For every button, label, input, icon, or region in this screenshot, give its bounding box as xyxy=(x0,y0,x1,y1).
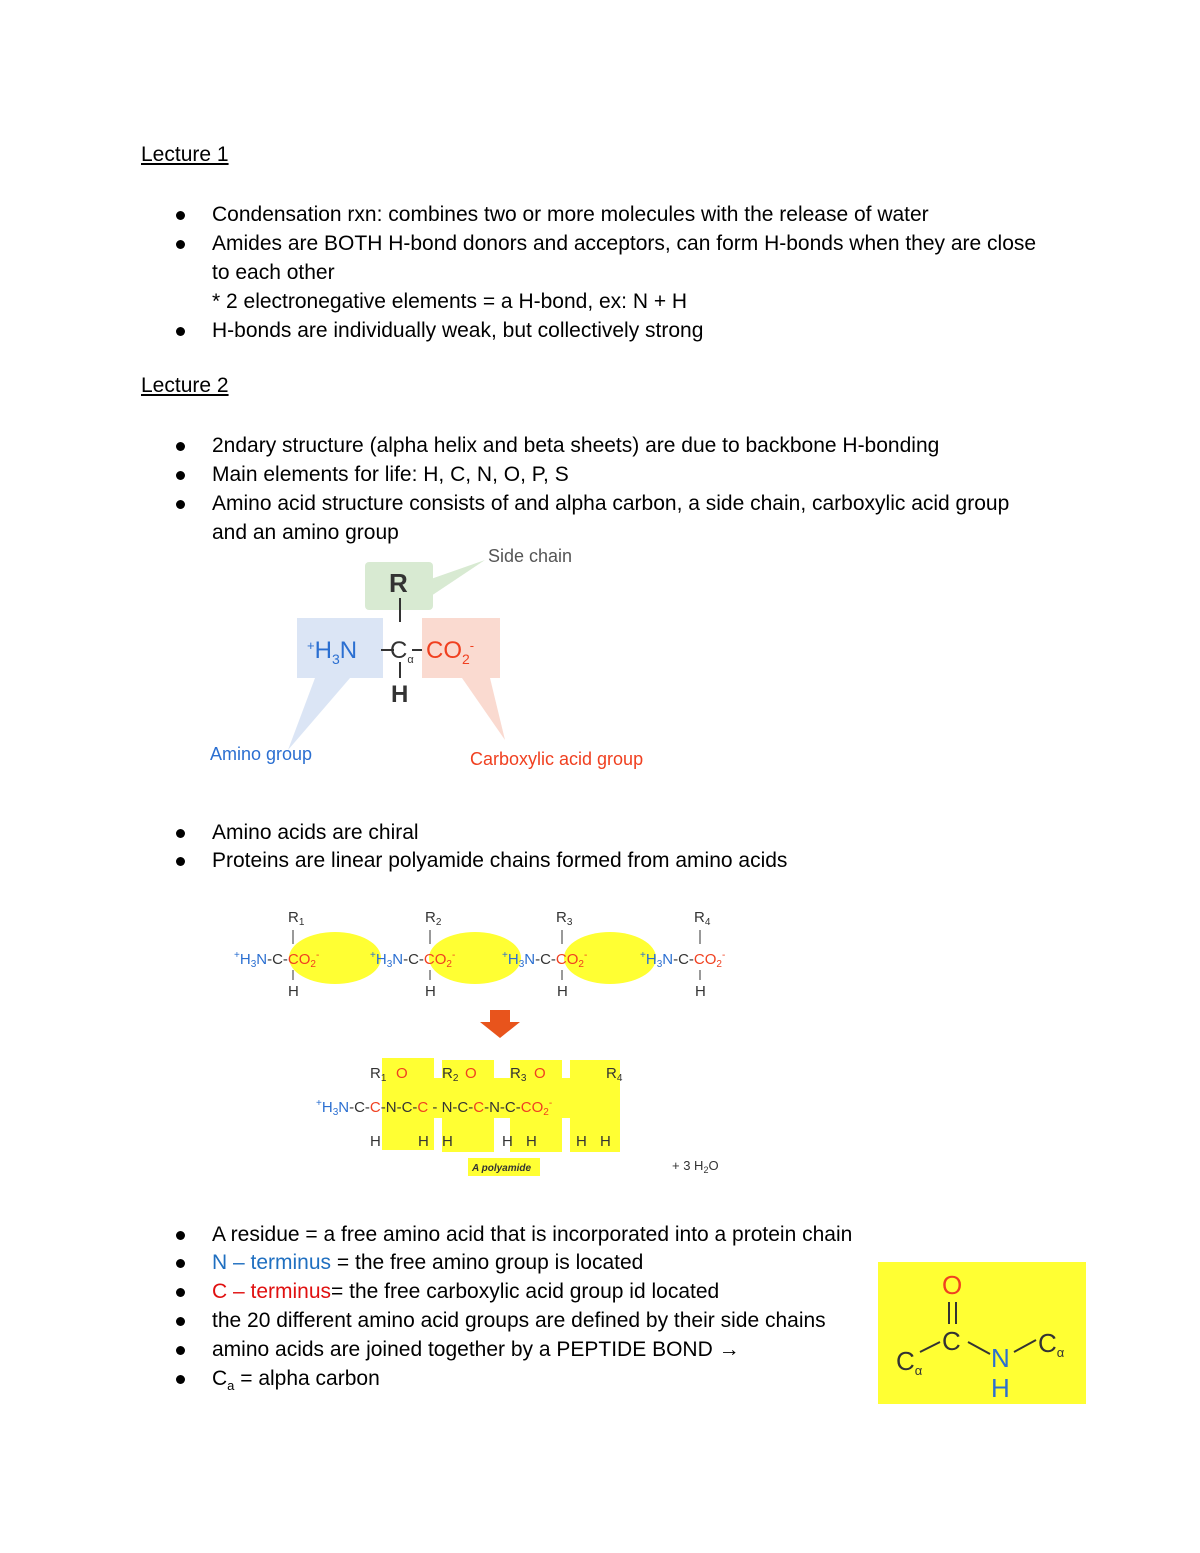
svg-text:H: H xyxy=(502,1133,513,1150)
svg-text:O: O xyxy=(396,1065,408,1082)
svg-text:R3: $R_3$ xyxy=(510,1065,527,1084)
carboxyl-formula: $CO_2^-$ xyxy=(426,637,475,667)
bullet-icon xyxy=(176,211,185,220)
bullet-icon xyxy=(176,471,185,480)
bullet-icon xyxy=(176,829,185,838)
bullet-icon xyxy=(176,1231,185,1240)
side-chain-callout xyxy=(428,560,485,598)
alpha-carbon: $C_\alpha$ xyxy=(390,637,414,666)
side-chain-label: Side chain xyxy=(488,546,573,566)
svg-text:H: H xyxy=(418,1133,429,1150)
svg-text:H: H xyxy=(442,1133,453,1150)
svg-text:R4: $R_4$ xyxy=(606,1065,623,1084)
svg-text:H: H xyxy=(288,983,299,1000)
bullet-icon xyxy=(176,500,185,509)
bullet-icon xyxy=(176,1346,185,1355)
svg-text:H: H xyxy=(576,1133,587,1150)
r-group-label: R xyxy=(389,568,408,598)
h-label: H xyxy=(391,681,409,708)
svg-text:H: H xyxy=(600,1133,611,1150)
bullet-icon xyxy=(176,857,185,866)
n-terminus-term: N – terminus xyxy=(212,1251,332,1274)
bullet-icon xyxy=(176,1317,185,1326)
amino-acid-structure-figure xyxy=(200,540,680,780)
water-label: + 3 $H_2O$ xyxy=(672,1158,719,1175)
bullet-icon xyxy=(176,1375,185,1384)
svg-text:H: H xyxy=(425,983,436,1000)
svg-text:H: H xyxy=(695,983,706,1000)
oxygen-atom: O xyxy=(942,1270,963,1300)
down-arrow-icon xyxy=(480,1010,520,1038)
polyamide-label: A polyamide xyxy=(472,1163,532,1174)
bullet-icon xyxy=(176,1288,185,1297)
amino-acid-unit: $^+H_3N-C-CO_2^-$ xyxy=(370,950,456,970)
carbon-atom: C xyxy=(942,1326,961,1356)
lecture-1-heading: Lecture 1 xyxy=(141,143,229,166)
amino-acid-unit: $^+H_3N-C-CO_2^-$ xyxy=(502,950,588,970)
svg-text:H: H xyxy=(526,1133,537,1150)
amino-group-formula: $^+H_3N$ xyxy=(307,637,358,667)
carboxylic-acid-label: Carboxylic acid group xyxy=(470,749,644,769)
carboxyl-callout xyxy=(462,678,505,740)
amino-acid-unit: $^+H_3N-C-CO_2^-$ xyxy=(234,950,320,970)
peptide-bond-figure xyxy=(878,1262,1086,1404)
bullet-icon xyxy=(176,442,185,451)
amino-acid-unit: $^+H_3N-C-CO_2^-$ xyxy=(640,950,726,970)
bullet-icon xyxy=(176,1259,185,1268)
svg-text:R2: $R_2$ xyxy=(442,1065,459,1084)
svg-text:H: H xyxy=(370,1133,381,1150)
r3-label: $R_3$ xyxy=(556,909,573,928)
r2-label: $R_2$ xyxy=(425,909,442,928)
nitrogen-atom: N xyxy=(991,1343,1010,1373)
svg-text:O: O xyxy=(534,1065,546,1082)
lecture-2-heading: Lecture 2 xyxy=(141,374,229,397)
alpha-carbon-left: Cα xyxy=(896,1346,923,1378)
r4-label: $R_4$ xyxy=(694,909,711,928)
polyamide-chain: $^+H_3N-C-C-N-C-C - N-C-C-N-C-CO_2^-$ xyxy=(316,1098,553,1118)
c-terminus-term: C – terminus xyxy=(212,1280,332,1303)
amino-group-callout xyxy=(288,678,350,750)
r1-label: $R_1$ xyxy=(288,909,305,928)
alpha-carbon-right: Cα xyxy=(1038,1328,1065,1360)
svg-text:H: H xyxy=(557,983,568,1000)
svg-text:O: O xyxy=(465,1065,477,1082)
bullet-icon xyxy=(176,327,185,336)
bullet-icon xyxy=(176,240,185,249)
amino-group-label: Amino group xyxy=(210,744,313,764)
svg-text:R1: $R_1$ xyxy=(370,1065,387,1084)
hydrogen-atom: H xyxy=(991,1373,1010,1403)
polyamide-formation-figure xyxy=(220,900,780,1180)
